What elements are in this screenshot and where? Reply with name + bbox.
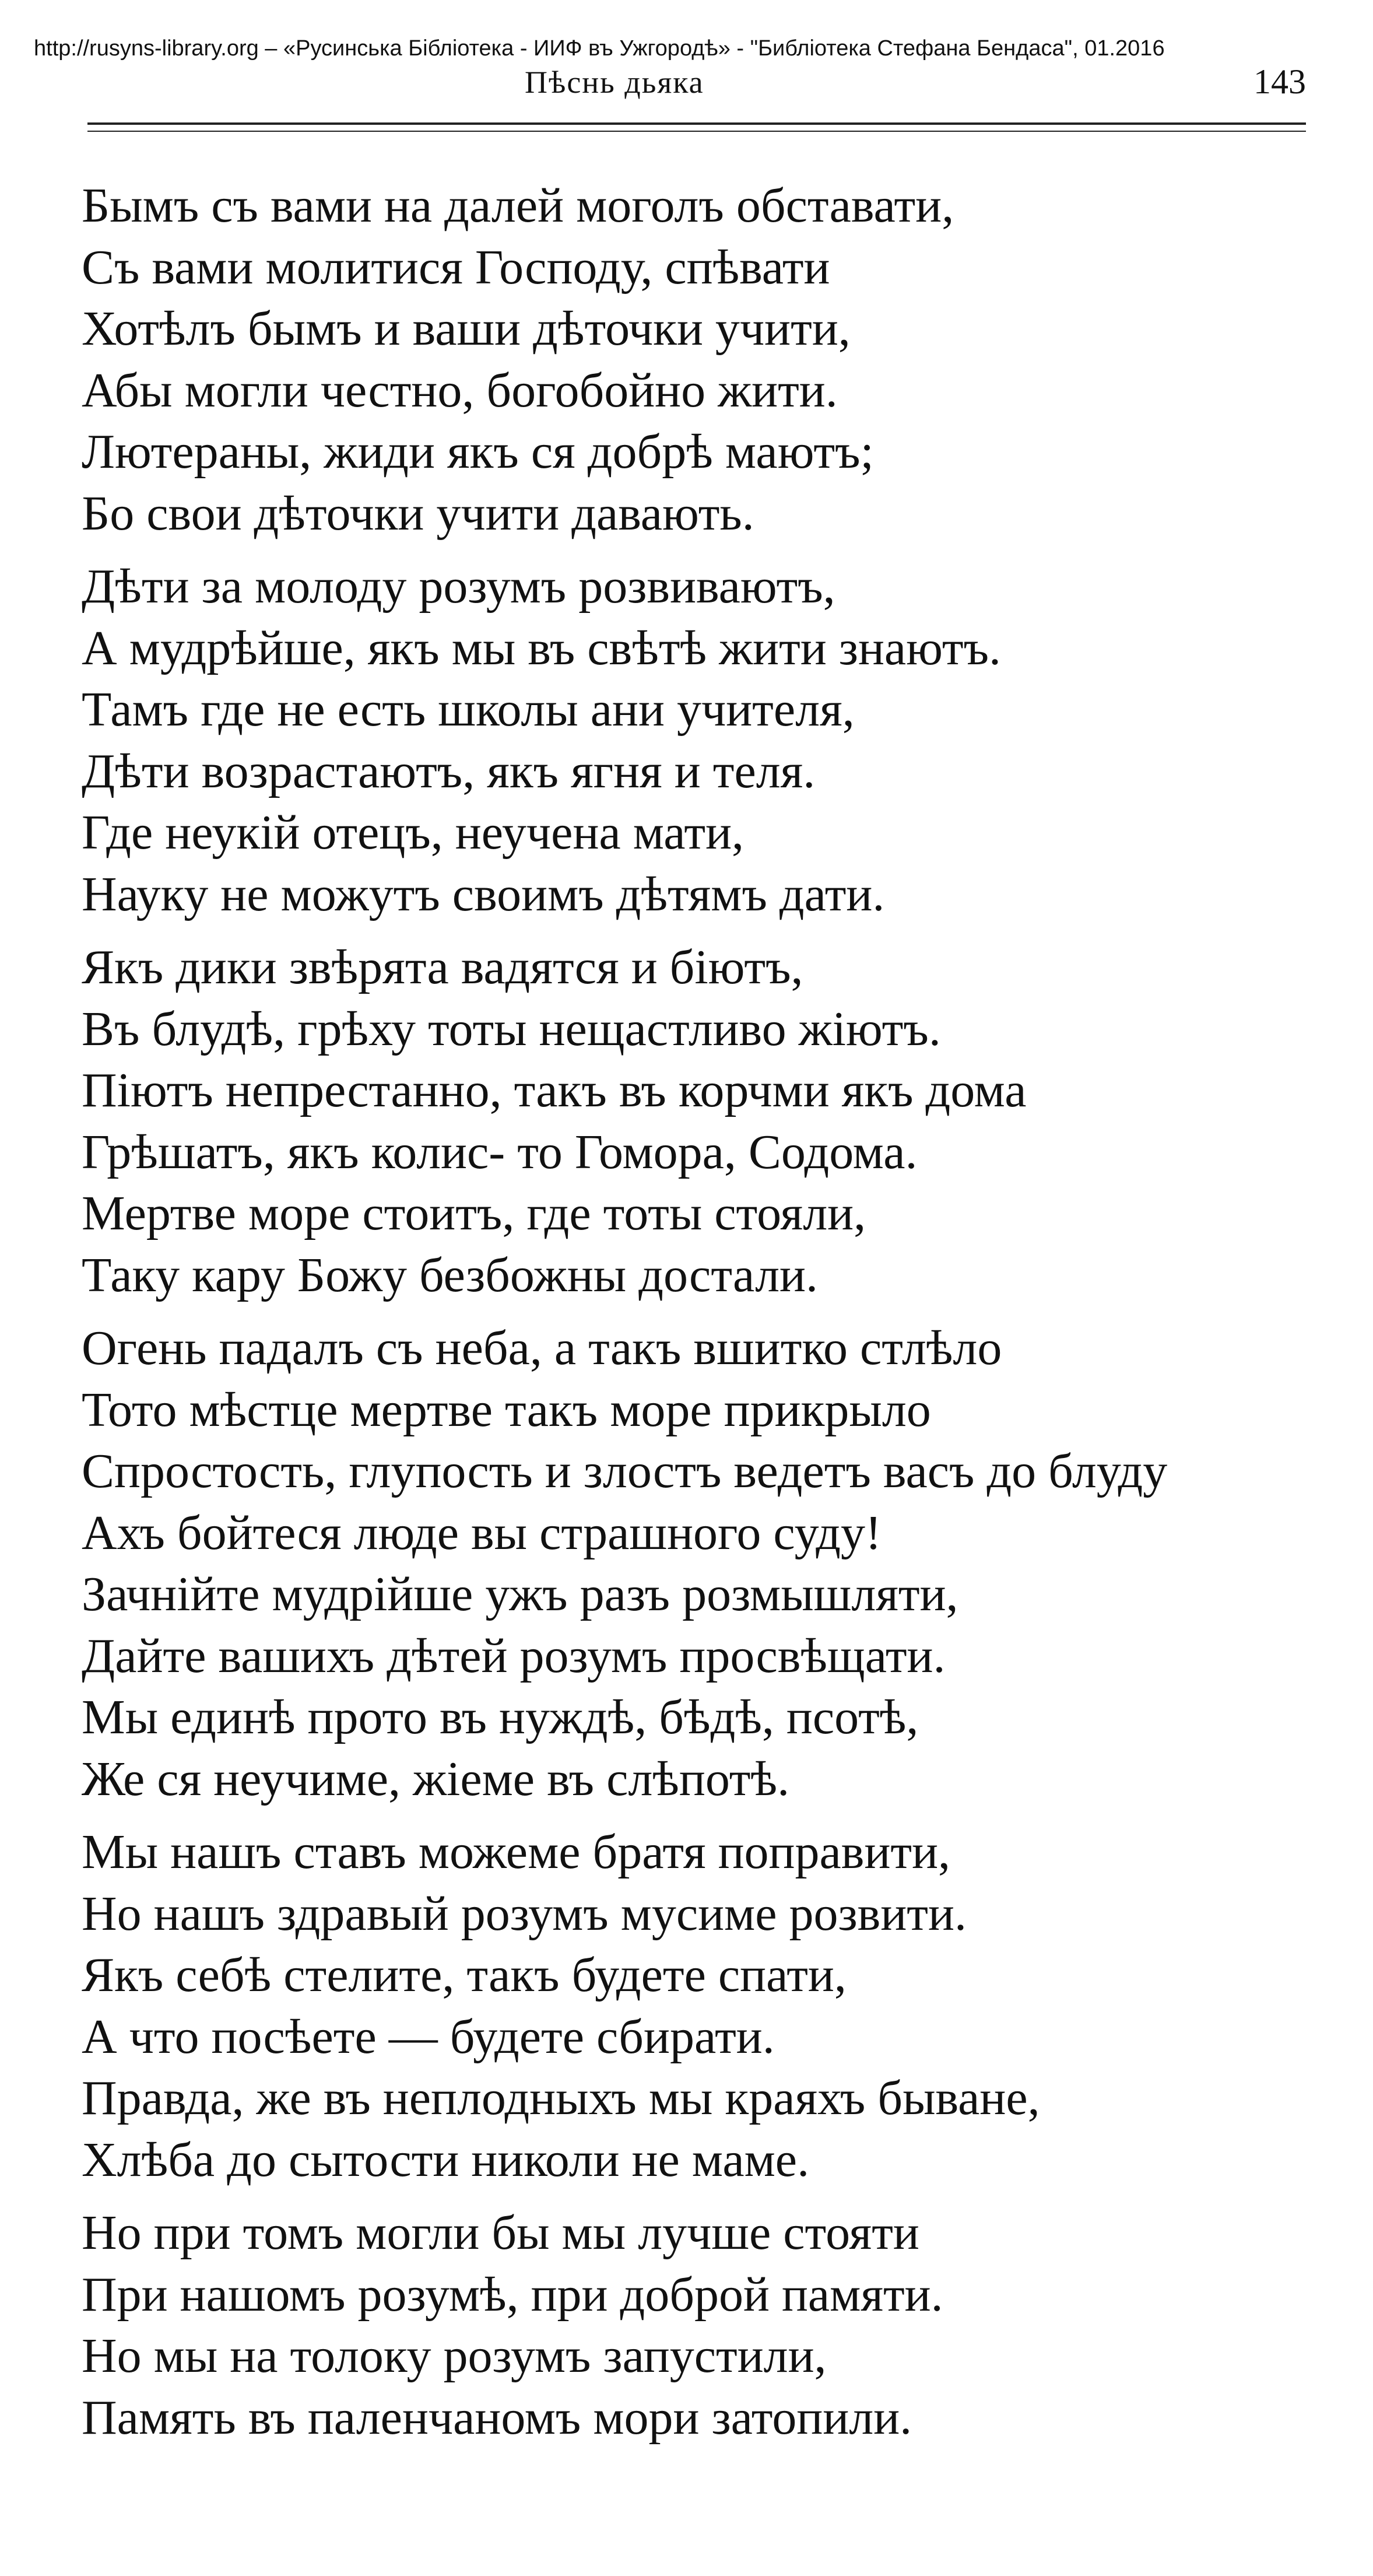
stanza <box>82 556 1335 925</box>
stanza <box>82 1821 1335 2191</box>
stanza <box>82 2202 1335 2448</box>
poem-line: Же ся неучиме, жіеме въ слѣпотѣ. <box>82 1751 790 1806</box>
header-rule <box>87 131 1306 132</box>
poem-line: Дѣти за молоду розумъ розвиваютъ, <box>82 559 835 614</box>
poem-line: Въ блудѣ, грѣху тоты нещастливо жіютъ. <box>82 1001 941 1056</box>
poem-line: Мы нашъ ставъ можеме братя поправити, <box>82 1825 951 1879</box>
poem-line: А мудрѣйше, якъ мы въ свѣтѣ жити знаютъ. <box>82 621 1002 675</box>
poem-body <box>82 175 1335 2460</box>
poem-line: Но мы на толоку розумъ запустили, <box>82 2329 827 2383</box>
poem-line: Память въ паленчаномъ мори затопили. <box>82 2390 912 2445</box>
poem-line: Но при томъ могли бы мы лучше стояти <box>82 2206 919 2260</box>
poem-line: Мертве море стоитъ, где тоты стояли, <box>82 1186 866 1240</box>
poem-line: Хотѣлъ бымъ и ваши дѣточки учити, <box>82 302 851 356</box>
poem-line: Зачнійте мудрійше ужъ разъ розмышляти, <box>82 1567 958 1621</box>
poem-line: Бымъ съ вами на далей моголъ обставати, <box>82 178 954 233</box>
poem-line: Огень падалъ съ неба, а такъ вшитко стлѣло <box>82 1321 1002 1375</box>
poem-line: Дайте вашихъ дѣтей розумъ просвѣщати. <box>82 1628 946 1683</box>
poem-line: Абы могли честно, богобойно жити. <box>82 363 838 418</box>
source-header: http://rusyns-library.org – «Русинська Бібліотека - ИИФ въ Ужгородѣ» - "Библіотека Стефана Бендаса", 01.2016 <box>34 36 1165 61</box>
poem-line: Но нашъ здравый розумъ мусиме розвити. <box>82 1886 967 1941</box>
poem-line: Ахъ бойтеся люде вы страшного суду! <box>82 1505 882 1560</box>
poem-line: Тамъ где не есть школы ани учителя, <box>82 682 855 737</box>
stanza <box>82 1317 1335 1810</box>
poem-line: Лютераны, жиди якъ ся добрѣ маютъ; <box>82 425 874 479</box>
poem-line: А что посѣете — будете сбирати. <box>82 2009 775 2064</box>
poem-line: Бо свои дѣточки учити давають. <box>82 486 754 541</box>
poem-line: Где неукій отецъ, неучена мати, <box>82 805 745 860</box>
poem-line: Якъ дики звѣрята вадятся и біютъ, <box>82 940 803 994</box>
poem-line: Дѣти возрастаютъ, якъ ягня и теля. <box>82 744 816 798</box>
poem-line: Піютъ непрестанно, такъ въ корчми якъ дома <box>82 1063 1027 1117</box>
poem-line: Науку не можутъ своимъ дѣтямъ дати. <box>82 867 885 921</box>
header-rule <box>87 122 1306 125</box>
page-number: 143 <box>1253 62 1306 101</box>
poem-line: Правда, же въ неплодныхъ мы краяхъ быване, <box>82 2071 1040 2125</box>
running-title: Пѣснь дьяка <box>525 65 704 100</box>
poem-line: При нашомъ розумѣ, при доброй памяти. <box>82 2267 943 2322</box>
stanza <box>82 175 1335 544</box>
poem-line: Хлѣба до сытости николи не маме. <box>82 2132 810 2187</box>
poem-line: Тото мѣстце мертве такъ море прикрыло <box>82 1382 931 1437</box>
poem-line: Спростость, глупость и злостъ ведетъ васъ до блуду <box>82 1444 1168 1498</box>
stanza <box>82 937 1335 1306</box>
poem-line: Съ вами молитися Господу, спѣвати <box>82 240 830 295</box>
poem-line: Таку кару Божу безбожны достали. <box>82 1247 818 1302</box>
poem-line: Мы единѣ прото въ нуждѣ, бѣдѣ, псотѣ, <box>82 1690 919 1744</box>
poem-line: Якъ себѣ стелите, такъ будете спати, <box>82 1948 847 2002</box>
poem-line: Грѣшатъ, якъ колис- то Гомора, Содома. <box>82 1124 918 1179</box>
